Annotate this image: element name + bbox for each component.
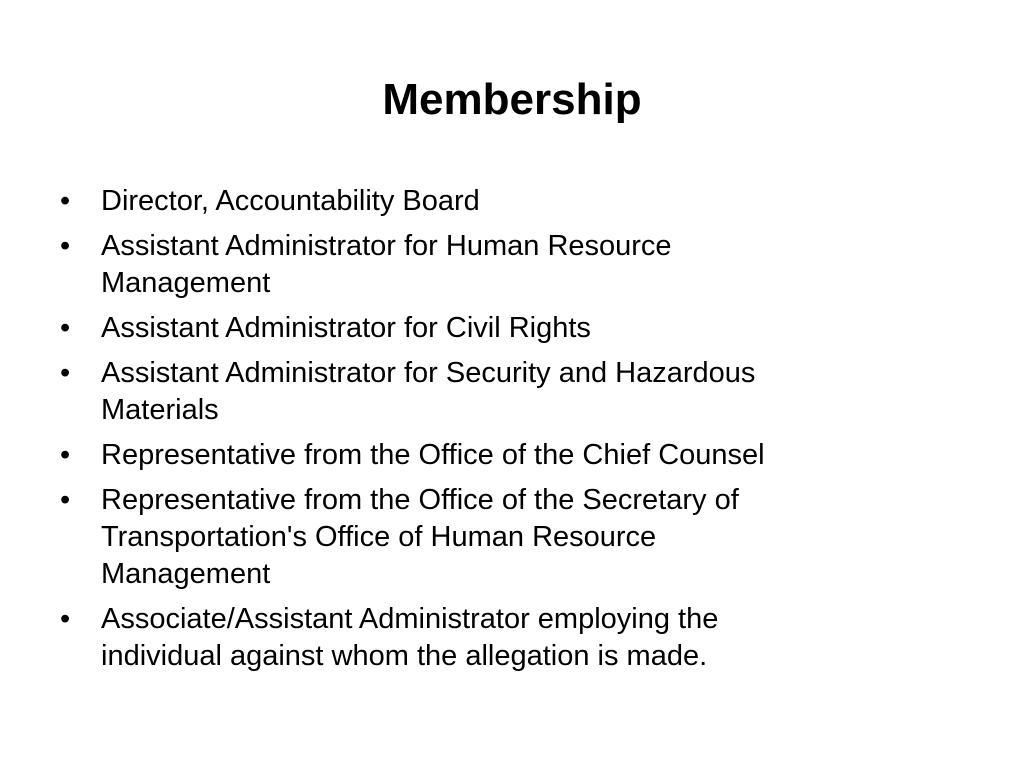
membership-list <box>60 183 960 683</box>
list-item <box>60 437 960 474</box>
list-item-line: Assistant Administrator for Security and Hazardous <box>101 357 756 389</box>
list-item-line: Management <box>101 267 271 299</box>
bullet-icon: • <box>60 185 71 217</box>
slide-title: Membership <box>382 75 642 124</box>
bullet-icon: • <box>60 603 71 635</box>
list-item <box>60 228 960 302</box>
list-item <box>60 183 960 220</box>
list-item-line: Director, Accountability Board <box>101 185 480 217</box>
bullet-icon: • <box>60 484 71 516</box>
list-item-line: Assistant Administrator for Human Resource <box>101 230 672 262</box>
list-item-line: Assistant Administrator for Civil Rights <box>101 312 591 344</box>
list-item-line: Representative from the Office of the Chief Counsel <box>101 439 765 471</box>
list-item-line: Transportation's Office of Human Resource <box>101 521 657 553</box>
list-item-line: Materials <box>101 394 219 426</box>
list-item <box>60 310 960 347</box>
bullet-icon: • <box>60 357 71 389</box>
list-item-line: individual against whom the allegation is made. <box>101 640 708 672</box>
list-item-line: Management <box>101 558 271 590</box>
list-item <box>60 482 960 593</box>
list-item-line: Representative from the Office of the Secretary of <box>101 484 739 516</box>
bullet-icon: • <box>60 439 71 471</box>
list-item-line: Associate/Assistant Administrator employing the <box>101 603 719 635</box>
list-item <box>60 355 960 429</box>
bullet-icon: • <box>60 230 71 262</box>
list-item <box>60 601 960 675</box>
bullet-icon: • <box>60 312 71 344</box>
